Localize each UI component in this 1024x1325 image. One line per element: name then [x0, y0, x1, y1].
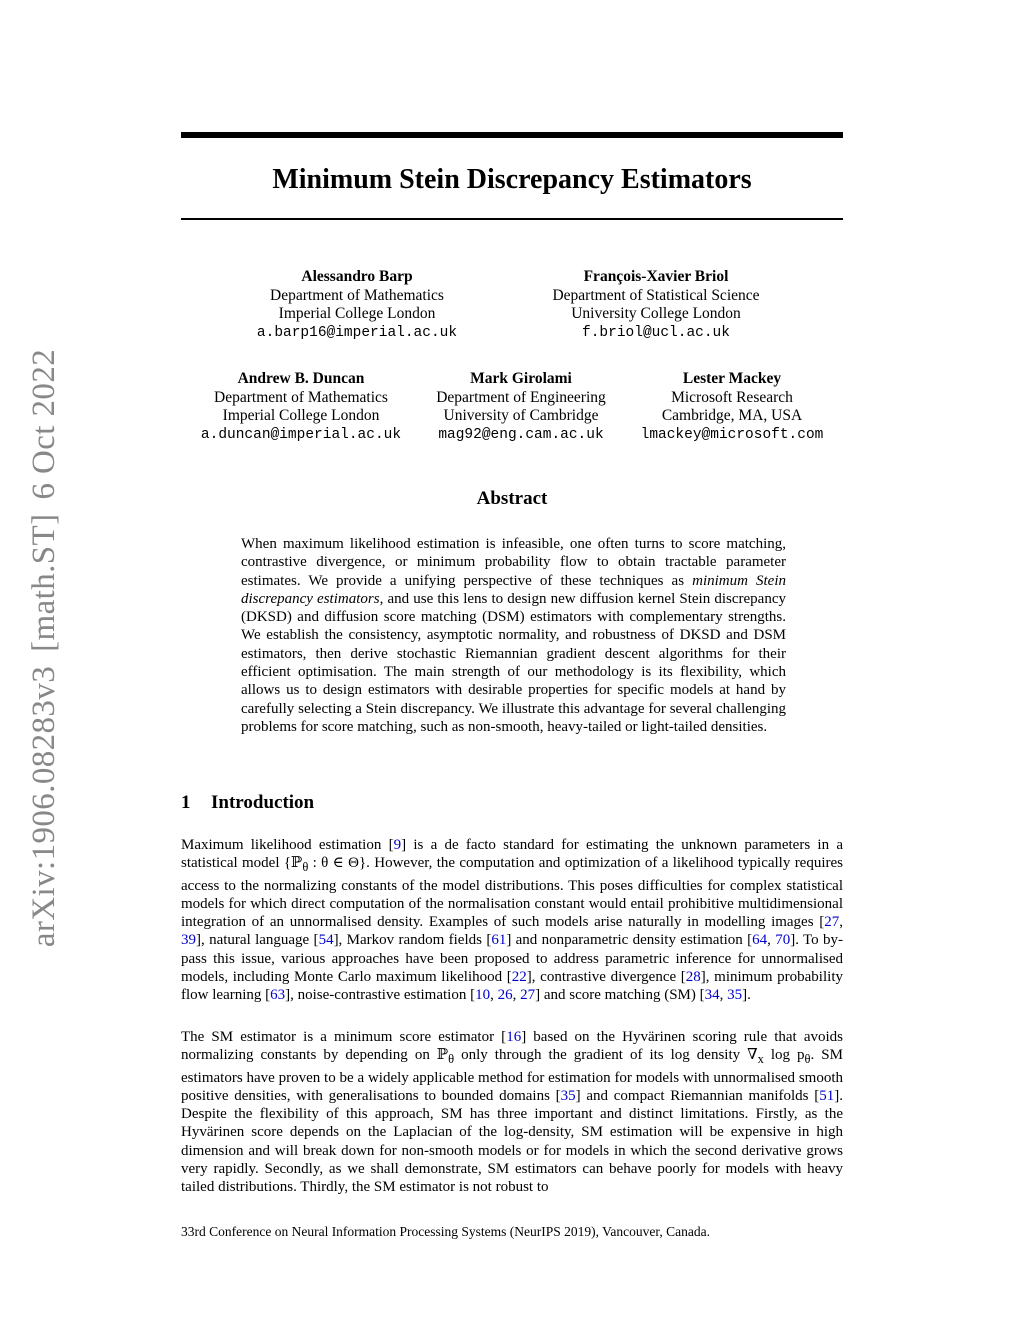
author-dept: Department of Engineering: [436, 388, 606, 406]
author-block: [190, 370, 412, 444]
author-inst: University of Cambridge: [443, 407, 599, 424]
arxiv-date: 6 Oct 2022: [25, 348, 62, 500]
citation-link[interactable]: 27: [824, 914, 840, 931]
abstract-emphasis: minimum Stein discrepancy estimators: [241, 572, 786, 607]
author-block: [630, 370, 834, 444]
author-email[interactable]: lmackey@microsoft.com: [640, 426, 824, 443]
arxiv-category: [math.ST]: [25, 513, 62, 652]
author-inst: University College London: [571, 305, 741, 322]
abstract-text: , and use this lens to design new diffusion kernel Stein discrepancy (DKSD) and diffusion score matching (DSM) estimators with complementary strengths. We establish the consistency, asymptotic normality, and robustness of DKSD and DSM estimators, then derive stochastic Riemannian gradient descent algorithms for their efficient optimisation. The main strength of our methodology is its flexibility, which allows us to design estimators with desirable properties for specific models at hand by carefully selecting a Stein discrepancy. We illustrate this advantage for several challenging problems for score matching, such as non-smooth, heavy-tailed or light-tailed densities.: [241, 590, 786, 735]
author-dept: Department of Mathematics: [214, 388, 388, 406]
citation-link[interactable]: 9: [393, 837, 402, 853]
author-inst: Cambridge, MA, USA: [661, 407, 803, 424]
citation-link[interactable]: 63: [270, 987, 286, 1004]
citation-link[interactable]: 28: [685, 969, 701, 986]
section-number: 1: [181, 792, 191, 813]
author-block: [525, 268, 787, 342]
title-rule-top: [181, 132, 843, 138]
author-email[interactable]: a.barp16@imperial.ac.uk: [256, 324, 458, 341]
citation-link[interactable]: 35: [560, 1087, 576, 1104]
author-dept: Department of Mathematics: [270, 286, 444, 304]
section-title: Introduction: [211, 792, 315, 813]
abstract-heading: Abstract: [476, 488, 548, 509]
citation-link[interactable]: 26: [497, 987, 513, 1004]
citation-link[interactable]: 34: [704, 987, 720, 1004]
title-rule-bottom: [181, 218, 843, 220]
body-paragraph: The SM estimator is a minimum score estimator [16] based on the Hyvärinen scoring rule that avoids normalizing constants by depending on ℙ$_\theta$ only through the gradient of its log density $\nabla_x$ $\log p_\theta$. SM estimators have proven to be a widely applicable method for estimation for models with unnormalised smooth positive densities, with generalisations to bounded domains [35] and compact Riemannian manifolds [51]. Despite the flexibility of this approach, SM has three important and distinct limitations. Firstly, as the Hyvärinen score depends on the Laplacian of the log-density, SM estimation will be expensive in high dimension and will break down for non-smooth models or for models in which the second derivative grows very rapidly. Secondly, as we shall demonstrate, SM estimators can behave poorly for models with heavy tailed distributions. Thirdly, the SM estimator is not robust to: [181, 1029, 844, 1196]
citation-link[interactable]: 64: [752, 932, 768, 949]
author-inst: Imperial College London: [222, 407, 380, 424]
author-email[interactable]: a.duncan@imperial.ac.uk: [200, 426, 402, 443]
citation-link[interactable]: 10: [475, 987, 491, 1004]
abstract-body: [241, 535, 786, 736]
citation-link[interactable]: 39: [181, 932, 196, 949]
author-block: [418, 370, 624, 444]
citation-link[interactable]: 70: [775, 932, 791, 949]
author-inst: Imperial College London: [278, 305, 436, 322]
section-heading: [181, 792, 314, 814]
author-name: François-Xavier Briol: [583, 268, 729, 285]
author-name: Mark Girolami: [470, 370, 572, 387]
citation-link[interactable]: 54: [318, 932, 334, 949]
abstract-text: When maximum likelihood estimation is infeasible, one often turns to score matching, contrastive divergence, or minimum probability flow to obtain tractable parameter estimates. We provide a unifying perspective of these techniques as: [241, 536, 786, 589]
arxiv-stamp: [24, 348, 64, 948]
citation-link[interactable]: 22: [511, 969, 527, 986]
paper-title: Minimum Stein Discrepancy Estimators: [272, 164, 752, 195]
author-name: Alessandro Barp: [301, 268, 413, 285]
author-email[interactable]: f.briol@ucl.ac.uk: [582, 324, 730, 341]
citation-link[interactable]: 27: [520, 987, 536, 1004]
author-email[interactable]: mag92@eng.cam.ac.uk: [438, 426, 604, 443]
citation-link[interactable]: 51: [819, 1087, 835, 1104]
citation-link[interactable]: 35: [727, 987, 743, 1004]
body-paragraph: Maximum likelihood estimation [9] is a de facto standard for estimating the unknown parameters in a statistical model {ℙ$_\theta$ : θ ∈ Θ}. However, the computation and optimization of a likelihood typically requires access to the normalizing constants of the model distributions. This poses difficulties for complex statistical models for which direct computation of the normalisation constant would entail prohibitive multidimensional integration of an unnormalised density. Examples of such models arise naturally in modelling images [27, 39], natural language [54], Markov random fields [61] and nonparametric density estimation [64, 70]. To by-pass this issue, various approaches have been proposed to address parametric inference for unnormalised models, including Monte Carlo maximum likelihood [22], contrastive divergence [28], minimum probability flow learning [63], noise-contrastive estimation [10, 26, 27] and score matching (SM) [34, 35].: [181, 837, 843, 1004]
author-name: Lester Mackey: [682, 370, 782, 387]
citation-link[interactable]: 16: [506, 1029, 522, 1045]
arxiv-id: arXiv:1906.08283v3: [25, 665, 62, 948]
author-dept: Department of Statistical Science: [552, 286, 760, 304]
author-dept: Microsoft Research: [671, 388, 793, 406]
author-name: Andrew B. Duncan: [237, 370, 365, 387]
conference-footnote: 33rd Conference on Neural Information Processing Systems (NeurIPS 2019), Vancouver, Canada.: [181, 1224, 710, 1239]
author-block: [232, 268, 482, 342]
citation-link[interactable]: 61: [491, 932, 507, 949]
